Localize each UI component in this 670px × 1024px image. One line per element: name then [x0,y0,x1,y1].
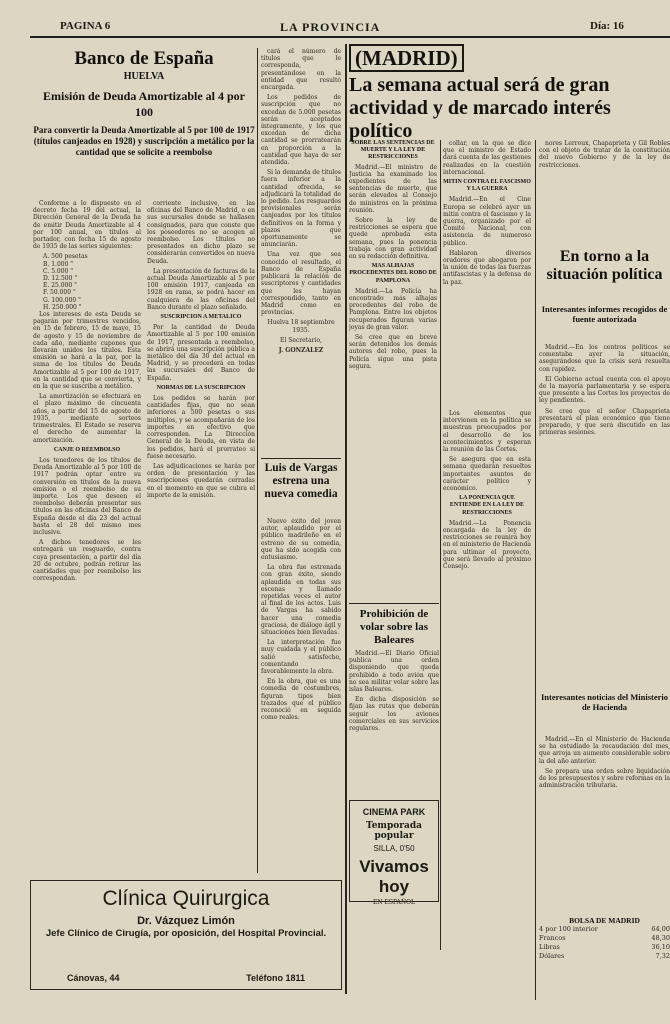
clinica-doctor: Dr. Vázquez Limón [137,915,235,927]
prohibicion-title: Prohibición de volar sobre las Baleares [359,608,429,646]
body-text: Se cree que en breve serán detenidos los demás autores del robo, pues la Policía sigue una pista segura. [349,334,437,370]
body-text: Se prepara una orden sobre liquidación de los presupuestos y sobre reformas en la administración tributaria. [539,767,670,790]
canje-heading: CANJE O REEMBOLSO [53,446,121,453]
hacienda-title: Interesantes noticias del Ministerio de Hacienda [540,692,669,712]
page-number: PAGINA 6 [60,20,111,32]
series-item: E. 25.000 " [43,282,77,290]
column-rule [535,140,536,1000]
vargas-column [261,518,341,828]
body-text: Las adjudicaciones se harán por orden de presentación y las suscripciones quedarán cerradas en el momento en que se cubra el importe de la emisión. [147,462,255,499]
metalico-heading: SUSCRIPCION A METALICO [160,314,242,321]
divider [349,603,439,604]
sign-date: Huelva 18 septiembre 1935. [267,319,335,334]
banco-header [33,48,255,198]
right-column-low [539,736,670,910]
bolsa-row [539,943,670,952]
signer-role: El Secretario, [280,336,322,344]
body-text: A dichos tenedores se les entregará un resguardo, contra cuya presentación, a partir del día 20 de octubre, podrán retirar las cantidades que por reembolso les correspondan. [33,539,141,583]
sub-sentencias: SOBRE LAS SENTENCIAS DE MUERTE Y LA LEY DE RESTRICCIONES [351,140,435,161]
body-text: corriente inclusive, en las oficinas del Banco de Madrid, o en sus sucursales donde se hallasen consignados, para que conste que los poseedores no se acogen al reembolso. Los títulos no presentados en dicho plazo se considerarán convertidos en nueva Deuda. [147,200,255,265]
body-text: Se asegura que en esta semana quedarán resueltos importantes asuntos de carácter político y económico. [443,456,531,493]
cinema-price: SILLA, 0'50 [373,844,415,853]
body-text: El Gobierno actual cuenta con el apoyo de la mayoría parlamentaria y se espera que presente a las Cortes los proyectos de ley pendientes. [539,375,670,405]
body-text: Madrid.—En los centros políticos se comentaba ayer la situación, asegurándose que la crisis será resuelta con rapidez. [539,344,670,373]
clinica-phone: Teléfono 1811 [246,973,305,983]
sub-ponencia: LA PONENCIA QUE ENTIENDE EN LA LEY DE RESTRICCIONES [449,495,525,516]
body-text: La obra fue estrenada con gran éxito, siendo aplaudida en todas sus escenas y llamado repetidas veces el autor al final de los actos. Luis de Vargas ha sabido hacer una comedia graciosa, de diálogo ágil y situaciones bien llevadas. [261,564,341,637]
sub-mitin: MITIN CONTRA EL FASCISMO Y LA GUERRA [443,179,531,193]
sub-alhajas: MAS ALHAJAS PROCEDENTES DEL ROBO DE PAMPLONA [349,263,437,284]
day-label: Día: 16 [590,20,624,32]
madrid-column-2 [443,140,531,410]
body-text: Los tenedores de los títulos de Deuda Amortizable al 5 por 100 de 1917 podrán optar entre su conversión en títulos de la nueva emisión o el reembolso de su importe. Los que deseen el reembolso deberán presentar sus títulos en las oficinas del Banco de España desde el día 23 del actual hasta el 28 del mismo mes inclusive. [33,456,141,536]
bolsa-row [539,934,670,943]
banco-title: Banco de España [74,48,214,69]
series-item: H. 250.000 " [43,303,82,311]
body-text: Los pedidos se harán por cantidades fijas, que no sean inferiores a 500 pesetas o sus múltiplos, y se acompañarán de los importes en efectivo que corresponden. La Dirección General de la Deuda, en vista de los pedidos, hará el prorrateo si fuese necesario. [147,395,255,460]
interesantes-title: Interesantes informes recogidos de fuente autorizada [541,304,668,324]
cinema-film: Vivamos hoy [359,857,429,896]
body-text: Se cree que el señor Chapaprieta presentará el plan económico que tiene preparado, y que será discutido en las primeras sesiones. [539,407,670,437]
body-text: En la obra, que es una comedia de costumbres, figuran tipos bien trazados que el público reconoció en seguida como reales. [261,678,341,722]
right-column-mid [539,344,670,690]
column-rule [345,44,347,994]
bolsa-label: Dólares [539,952,565,960]
body-text: nores Lerroux, Chapaprieta y Gil Robles con el objeto de tratar de la constitución del nuevo Gobierno y de la ley de restricciones. [539,140,670,169]
torno-title: En torno a la situación política [546,248,663,283]
banco-column-3 [261,48,341,456]
column-rule [257,48,258,873]
madrid-kicker-box [349,44,464,72]
body-text: Por la cantidad de Deuda Amortizable al 5 por 100 emisión de 1917, presentada a reembolso, se abrirá una suscripción pública a metálico del día 30 del actual en Madrid, y se procederá en todas las sucursales del Banco de España. [147,324,255,382]
body-text: Los intereses de esta Deuda se pagarán por trimestres vencidos, en 15 de febrero, 15 de mayo, 15 de agosto y 15 de noviembre de cada año, mediante cupones que llevarán unidos los títulos. Esta emisión se hará a la par, por la suma de los títulos de Deuda Amortizable al 5 por 100 de 1917, en la cantidad que se convierta, y en la que se suscriba a metálico. [33,311,141,391]
clinica-ad [30,880,342,990]
bolsa-value: 7,32 [655,952,670,960]
bolsa-title: BOLSA DE MADRID [569,916,640,925]
cinema-lang: EN ESPAÑOL [373,899,415,906]
madrid-kicker: (MADRID) [355,46,458,70]
clinica-address: Cánovas, 44 [67,973,120,983]
body-text: Una vez que sea conocido el resultado, el Banco de España publicará la relación de suscriptores y cantidades que les hayan correspondido, tanto en Madrid como en provincias. [261,251,341,317]
bolsa-row [539,952,670,961]
vargas-header [259,462,343,514]
column-rule [440,140,441,950]
body-text: cará el número de títulos que le corresponda, presentándose en la entidad que resultó encargada. [261,48,341,92]
cinema-line: Temporada popular [366,821,422,841]
banco-subtitle: HUELVA [123,71,165,82]
body-text: Madrid.—El ministro de Justicia ha examinado los expedientes de las sentencias de muerte, que serán elevados al Consejo de ministros en la próxima reunión. [349,163,437,214]
body-text: La amortización se efectuará en el plazo máximo de cincuenta años, a partir del 15 de agosto de 1935, mediante sorteos trimestrales. El Estado se reserva el derecho de aumentar la amortización. [33,393,141,444]
prohibicion-header [349,608,439,648]
series-item: F. 50.000 " [43,289,76,297]
series-item: G. 100.000 " [43,296,81,304]
series-item: B. 1.000 " [43,260,74,268]
masthead [30,20,670,38]
body-text: Madrid.—En el Cine Europa se celebró ayer un mitin contra el fascismo y la guerra, organizado por el Comité Nacional, con asistencia de numeroso público. [443,196,531,247]
torno-header [539,248,670,298]
banco-heading: Emisión de Deuda Amortizable al 4 por 100 [42,89,245,119]
bolsa-value: 48,30 [651,934,670,942]
bolsa-value: 64,00 [651,925,670,933]
hacienda-header [539,692,670,734]
normas-heading: NORMAS DE LA SUSCRIPCION [156,384,246,391]
cinema-name: CINEMA PARK [362,807,426,817]
banco-column-1 [33,200,141,755]
right-column-top [539,140,670,240]
clinica-line: Jefe Clínico de Cirugía, por oposición, del Hospital Provincial. [45,928,327,939]
prohibicion-column [349,650,439,800]
bolsa-label: Libras [539,943,560,951]
series-intro: Conforme a lo dispuesto en el decreto fecha 19 del actual, la Dirección General de la Deuda ha de emitir Deuda Amortizable al 4 por 100 anual, en títulos al portador, con fecha 15 de agosto de 1935 de las series siguientes: [33,200,141,251]
bolsa-label: 4 por 100 interior [539,925,598,933]
body-text: Madrid.—El Diario Oficial publica una orden disponiendo que queda prohibido a todo avión que no sea militar volar sobre las islas Baleares. [349,650,439,694]
clinica-title: Clínica Quirurgica [102,887,270,910]
bolsa-table [539,925,670,961]
interesantes-header [539,304,670,342]
madrid-column-3 [443,410,531,950]
body-text: Sobre la ley de restricciones se espera que quede aprobada esta semana, pues la ponencia trabaja con gran actividad en su redacción definitiva. [349,217,437,261]
bolsa-box [539,916,670,992]
series-list [33,253,141,311]
body-text: En dicha disposición se fijan las rutas que deberán seguir los aviones comerciales en sus servicios regulares. [349,696,439,733]
bolsa-value: 36,10 [651,943,670,951]
series-item: C. 5.000 " [43,267,74,275]
body-text: Madrid.—La Ponencia encargada de la ley de restricciones se reunirá hoy en el ministerio de Hacienda para ultimar el proyecto, que será llevado al próximo Consejo. [443,519,531,571]
madrid-headline: La semana actual será de gran actividad y de marcado interés político [349,74,611,142]
madrid-header [349,44,670,144]
vargas-title: Luis de Vargas estrena una nueva comedia [264,462,338,500]
bolsa-row [539,925,670,934]
cinema-ad [349,800,439,906]
body-text: Si la demanda de títulos fuera inferior a la cantidad ofrecida, se adjudicará la totalidad de lo pedido. Los resguardos provisionales serán canjeados por los títulos definitivos en la forma y plazos que oportunamente se anunciarán. [261,169,341,249]
body-text: Nuevo éxito del joven autor, aplaudido por el público madrileño en el estreno de su comedia, que ha sido acogida con entusiasmo. [261,518,341,562]
body-text: Los elementos que intervienen en la política se muestran preocupados por el desarrollo de los acontecimientos y esperan la reunión de las Cortes. [443,410,531,454]
divider [261,458,341,459]
banco-subheading: Para convertir la Deuda Amortizable al 5 por 100 de 1917 (títulos canjeados en 1928) y suscripción a metálico por la cantidad que se solicite a reembolso [33,125,255,157]
bolsa-label: Francos [539,934,566,942]
body-text: collar, en la que se dice que el ministro de Estado dará cuenta de las gestiones realizadas en la cuestión internacional. [443,140,531,176]
paper-name: LA PROVINCIA [280,20,381,34]
body-text: Los pedidos de suscripción que no excedan de 5.000 pesetas serán aceptados íntegramente, y los que excedan de dicha cantidad se prorratearán en proporción a la cantidad que haya de ser atendida. [261,94,341,167]
series-item: D. 12.500 " [43,275,78,283]
banco-column-2 [147,200,255,755]
body-text: Hablaron diversos oradores que abogaron por la unión de todas las fuerzas antifascistas y la defensa de la paz. [443,249,531,286]
body-text: La presentación de facturas de la actual Deuda Amortizable al 5 por 100 emisión 1917, canjeada en 1928 en rama, se podrá hacer en cualquiera de las oficinas del Banco durante el plazo señalado. [147,267,255,311]
body-text: La interpretación fue muy cuidada y el público salió satisfecho, comentando favorablemente la obra. [261,639,341,676]
madrid-column-1 [349,140,437,600]
signer-name: J. GONZALEZ [278,346,324,354]
body-text: Madrid.—En el Ministerio de Hacienda se ha estudiado la recaudación del mes, que arroja un aumento considerable sobre la del año anterior. [539,736,670,765]
body-text: Madrid.—La Policía ha encontrado más alhajas procedentes del robo de Pamplona. Entre los objetos recuperados figuran varias joyas de gran valor. [349,287,437,331]
series-item: A. 500 pesetas [43,253,88,261]
